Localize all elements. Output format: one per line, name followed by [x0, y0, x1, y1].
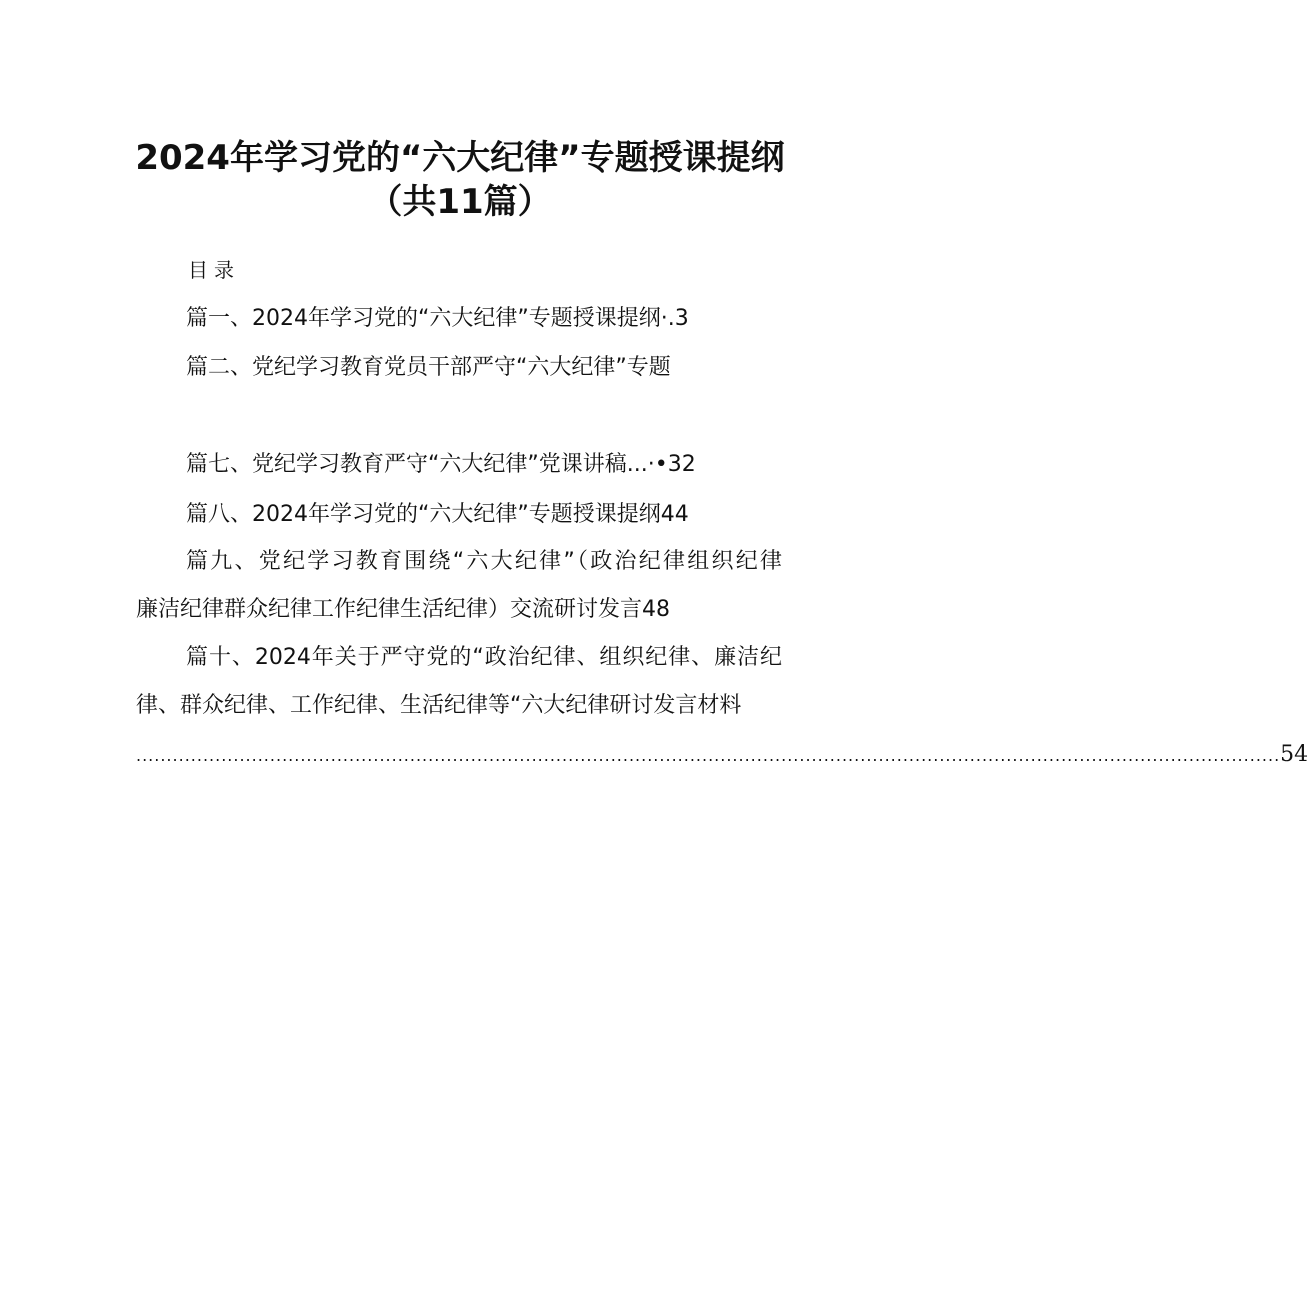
toc-entry-10-leader[interactable] — [136, 740, 1308, 771]
toc-entry-9-line-2[interactable]: 廉洁纪律群众纪律工作纪律生活纪律）交流研讨发言48 — [136, 597, 670, 622]
toc-entry-2[interactable]: 篇二、党纪学习教育党员干部严守“六大纪律”专题 — [186, 355, 671, 380]
toc-entry-10-line-1[interactable]: 篇十、2024年关于严守党的“政治纪律、组织纪律、廉洁纪 — [186, 645, 782, 670]
document-title-line-2: （共11篇） — [368, 182, 552, 222]
toc-entry-10-line-2[interactable]: 律、群众纪律、工作纪律、生活纪律等“六大纪律研讨发言材料 — [136, 693, 742, 718]
document-title-line-1: 2024年学习党的“六大纪律”专题授课提纲 — [135, 138, 785, 178]
toc-dot-leader: ............................................................................................................................................................................................ — [136, 746, 1281, 765]
toc-heading: 目录 — [188, 258, 240, 282]
toc-entry-9-line-1[interactable]: 篇九、党纪学习教育围绕“六大纪律”（政治纪律组织纪律 — [186, 549, 782, 574]
toc-entry-7[interactable]: 篇七、党纪学习教育严守“六大纪律”党课讲稿...·•32 — [186, 452, 696, 477]
toc-entry-8[interactable]: 篇八、2024年学习党的“六大纪律”专题授课提纲44 — [186, 502, 689, 527]
toc-page-number: 54 — [1280, 742, 1308, 767]
toc-entry-1[interactable]: 篇一、2024年学习党的“六大纪律”专题授课提纲·.3 — [186, 306, 689, 331]
